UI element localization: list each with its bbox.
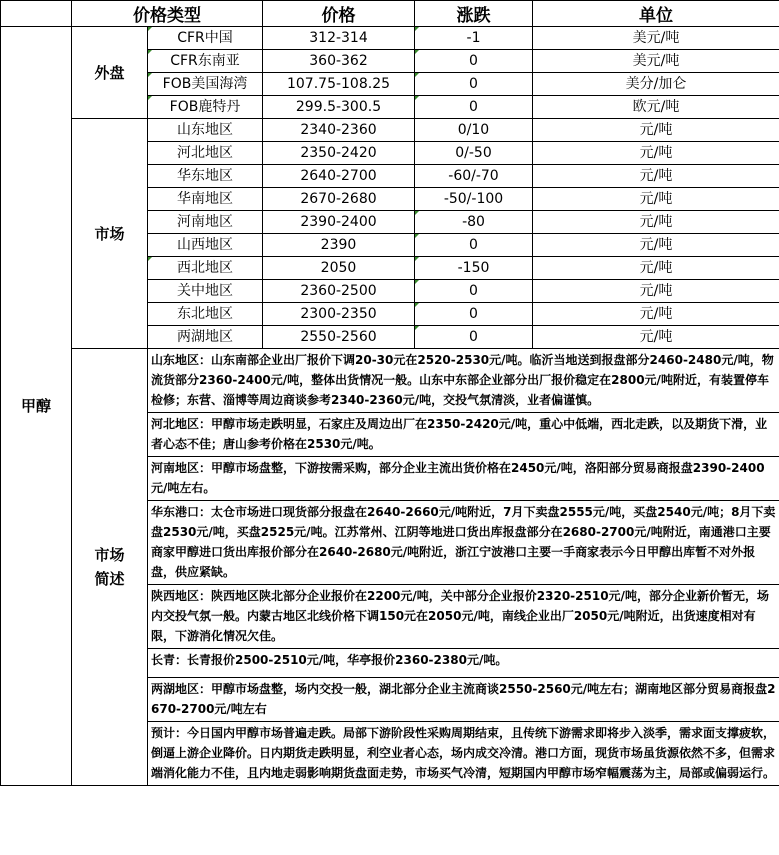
row-unit: 元/吨 [533,326,779,349]
note-shaanxi: 陕西地区：陕西地区陕北部分企业报价在2200元/吨，关中部分企业报价2320-2510元/吨，部分企业新价暂无，场内交投气氛一般。内蒙古地区北线价格下调150元在2050元/吨，南线企业出厂2050元/吨附近，出货速度相对有限，下游消化情况欠佳。 [148,585,779,649]
row-change: 0 [415,234,533,257]
row-unit: 元/吨 [533,211,779,234]
header-blank [1,1,72,27]
row-type: 两湖地区 [148,326,263,349]
row-price: 2300-2350 [263,303,415,326]
row-unit: 元/吨 [533,188,779,211]
row-unit: 元/吨 [533,257,779,280]
row-change: 0 [415,73,533,96]
row-type: CFR中国 [148,27,263,50]
row-type: 华东地区 [148,165,263,188]
row-change: -60/-70 [415,165,533,188]
row-unit: 美分/加仑 [533,73,779,96]
header-price-type: 价格类型 [72,1,263,27]
row-price: 312-314 [263,27,415,50]
row-price: 2360-2500 [263,280,415,303]
note-lianghu: 两湖地区：甲醇市场盘整，场内交投一般，湖北部分企业主流商谈2550-2560元/吨左右；湖南地区部分贸易商报盘2670-2700元/吨左右 [148,678,779,722]
header-change: 涨跌 [415,1,533,27]
note-row [1,349,779,413]
header-unit: 单位 [533,1,779,27]
row-type: 西北地区 [148,257,263,280]
row-type: 东北地区 [148,303,263,326]
group-label-overseas: 外盘 [72,27,148,119]
row-unit: 美元/吨 [533,27,779,50]
summary-label: 市场简述 [72,349,148,786]
row-type: 河南地区 [148,211,263,234]
row-price: 299.5-300.5 [263,96,415,119]
row-unit: 元/吨 [533,280,779,303]
row-price: 2390 [263,234,415,257]
header-row [1,1,779,27]
row-type: CFR东南亚 [148,50,263,73]
row-change: 0 [415,326,533,349]
row-type: FOB鹿特丹 [148,96,263,119]
row-unit: 元/吨 [533,234,779,257]
row-unit: 元/吨 [533,165,779,188]
row-change: 0 [415,96,533,119]
row-unit: 元/吨 [533,119,779,142]
row-change: 0/10 [415,119,533,142]
row-price: 360-362 [263,50,415,73]
row-unit: 元/吨 [533,303,779,326]
note-hebei: 河北地区：甲醇市场走跌明显，石家庄及周边出厂在2350-2420元/吨，重心中低端，西北走跌，以及期货下滑，业者心态不佳；唐山参考价格在2530元/吨。 [148,413,779,457]
row-change: -1 [415,27,533,50]
row-change: 0 [415,50,533,73]
note-east-china-port: 华东港口：太仓市场进口现货部分报盘在2640-2660元/吨附近，7月下卖盘2555元/吨，买盘2540元/吨；8月下卖盘2530元/吨，买盘2525元/吨。江苏常州、江阴等地进口货出库报盘部分在2680-2700元/吨附近，南通港口主要商家甲醇进口货出库报价部分在2640-2680元/吨附近，浙江宁波港口主要一手商家表示今日甲醇出库暂不对外报盘，供应紧缺。 [148,501,779,585]
row-type: 山西地区 [148,234,263,257]
table-row [1,27,779,50]
header-price: 价格 [263,1,415,27]
row-unit: 美元/吨 [533,50,779,73]
row-type: FOB美国海湾 [148,73,263,96]
row-price: 2340-2360 [263,119,415,142]
row-price: 2390-2400 [263,211,415,234]
row-unit: 元/吨 [533,142,779,165]
row-type: 关中地区 [148,280,263,303]
row-type: 山东地区 [148,119,263,142]
row-price: 2050 [263,257,415,280]
row-unit: 欧元/吨 [533,96,779,119]
table-row [1,119,779,142]
row-price: 2640-2700 [263,165,415,188]
note-shandong: 山东地区：山东南部企业出厂报价下调20-30元在2520-2530元/吨。临沂当地送到报盘部分2460-2480元/吨，物流货部分2360-2400元/吨，整体出货情况一般。山东中东部企业部分出厂报价稳定在2800元/吨附近，有装置停车检修；东营、淄博等周边商谈参考2340-2360元/吨，交投气氛清淡，业者偏谨慎。 [148,349,779,413]
product-label: 甲醇 [1,27,72,786]
note-changqing: 长青：长青报价2500-2510元/吨，华亭报价2360-2380元/吨。 [148,649,779,678]
row-change: -80 [415,211,533,234]
row-type: 华南地区 [148,188,263,211]
row-change: -150 [415,257,533,280]
row-change: 0/-50 [415,142,533,165]
row-price: 2350-2420 [263,142,415,165]
row-price: 2550-2560 [263,326,415,349]
row-price: 107.75-108.25 [263,73,415,96]
group-label-market: 市场 [72,119,148,349]
row-price: 2670-2680 [263,188,415,211]
row-change: 0 [415,280,533,303]
note-henan: 河南地区：甲醇市场盘整，下游按需采购，部分企业主流出货价格在2450元/吨，洛阳部分贸易商报盘2390-2400元/吨左右。 [148,457,779,501]
row-change: 0 [415,303,533,326]
row-type: 河北地区 [148,142,263,165]
row-change: -50/-100 [415,188,533,211]
note-forecast: 预计：今日国内甲醇市场普遍走跌。局部下游阶段性采购周期结束，且传统下游需求即将步入淡季，需求面支撑疲软，倒逼上游企业降价。日内期货走跌明显，利空业者心态，场内成交冷清。港口方面，现货市场虽货源依然不多，但需求端消化能力不佳，且内地走弱影响期货盘面走势，市场买气冷清，短期国内甲醇市场窄幅震荡为主，局部或偏弱运行。 [148,722,779,786]
